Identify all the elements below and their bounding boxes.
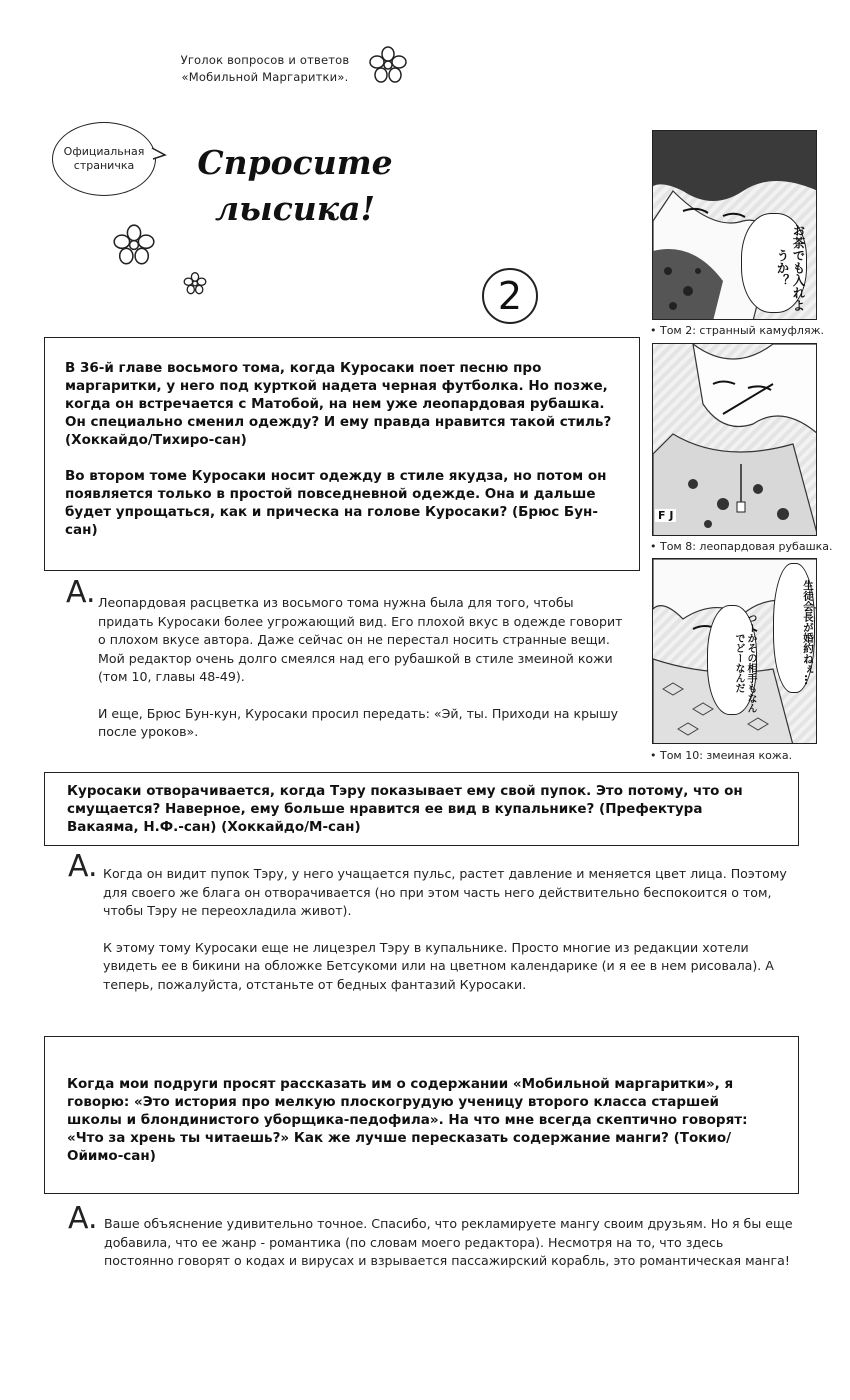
panel-caption: • Том 10: змеиная кожа.: [650, 749, 793, 762]
answer-text: К этому тому Куросаки еще не лицезрел Тэру в купальнике. Просто многие из редакции хотели увидеть ее в бикини на обложке Бетсукоми или на цветном календарике (и я ее в нем рисовала). А теперь, пожалуйста, отстаньте от бедных фантазий Куросаки.: [103, 939, 774, 992]
manga-panel-vol10: [652, 558, 817, 744]
corner-title: [170, 52, 360, 86]
corner-title-line2: «Мобильной Маргаритки».: [181, 70, 349, 84]
bubble-line1: Официальная: [63, 145, 145, 158]
bubble-line2: страничка: [73, 159, 135, 172]
question-box-1: [44, 337, 640, 571]
page-title: [190, 140, 400, 232]
official-page-bubble: [52, 122, 156, 196]
question-box-2: [44, 772, 799, 846]
speech-bubble: お茶でも入れようか？: [741, 213, 807, 313]
answer-text: И еще, Брюс Бун-кун, Куросаки просил передать: «Эй, ты. Приходи на крышу после уроков».: [98, 705, 619, 739]
speech-bubble: つーかその相手もなんでどーなんだ: [707, 605, 757, 715]
answer-label: A.: [68, 1201, 98, 1236]
question-text: Когда мои подруги просят рассказать им о содержании «Мобильной маргаритки», я говорю: «Это история про мелкую плоскогрудую ученицу второго класса старшей школы и блондинистого уборщика-педофила». На что мне всегда скептично говорят: «Что за хрень ты читаешь?» Как же лучше пересказать содержание манги? (Токио/Ойимо-сан): [67, 1076, 748, 1164]
flower-icon: [183, 272, 207, 295]
answer-block-1: [98, 594, 633, 742]
answer-text: Когда он видит пупок Тэру, у него учащается пульс, растет давление и меняется цвет лица. Поэтому для своего же блага он отворачивается (но при этом часть него действительно беспокоится о том, чтобы Тэру не переохладила живот).: [103, 866, 787, 918]
corner-title-line1: Уголок вопросов и ответов: [180, 53, 350, 67]
flower-icon: [112, 224, 156, 266]
answer-label: A.: [68, 849, 98, 884]
issue-number: 2: [482, 268, 538, 324]
bubble-tail: [151, 146, 167, 162]
manga-panel-vol8: [652, 343, 817, 536]
question-text: В 36-й главе восьмого тома, когда Куросаки поет песню про маргаритки, у него под курткой надета черная футболка. Но позже, когда он встречается с Матобой, на нем уже леопардовая рубашка. Он специально сменил одежду? И ему правда нравится такой стиль? (Хоккайдо/Тихиро-сан): [65, 360, 612, 448]
panel-caption: • Том 2: странный камуфляж.: [650, 324, 824, 337]
flower-icon: [368, 46, 408, 84]
title-line2: лысика!: [214, 189, 376, 228]
answer-text: Ваше объяснение удивительно точное. Спасибо, что рекламируете мангу своим друзьям. Но я бы еще добавила, что ее жанр - романтика (по словам моего редактора). Несмотря на то, что здесь постоянно говорят о кодах и вирусах и взрывается пассажирский корабль, это романтическая манга!: [104, 1216, 793, 1268]
speech-bubble: 生徒会長が婚約ねぇ…: [773, 563, 815, 693]
manga-panel-vol2: [652, 130, 817, 320]
answer-block-3: [104, 1215, 794, 1271]
title-line1: Спросите: [197, 143, 393, 182]
answer-text: Леопардовая расцветка из восьмого тома нужна была для того, чтобы придать Куросаки более угрожающий вид. Его плохой вкус в одежде говорит о плохом вкусе автора. Даже сейчас он не перестал носить странные вещи. Мой редактор очень долго смеялся над его рубашкой в стиле змеиной кожи (том 10, главы 48-49).: [98, 595, 623, 684]
question-text: Во втором томе Куросаки носит одежду в стиле якудза, но потом он появляется только в простой повседневной одежде. Она и дальше будет упрощаться, как и прическа на голове Куросаки? (Брюс Бун-сан): [65, 468, 607, 538]
question-text: Куросаки отворачивается, когда Тэру показывает ему свой пупок. Это потому, что он смущается? Наверное, ему больше нравится ее вид в купальнике? (Префектура Вакаяма, Н.Ф.-сан) (Хоккайдо/М-сан): [67, 783, 743, 835]
answer-label: A.: [66, 575, 96, 610]
answer-block-2: [103, 865, 795, 994]
question-box-3: [44, 1036, 799, 1194]
panel-sfx-text: F J: [655, 509, 676, 522]
character-illustration: [653, 344, 817, 536]
panel-caption: • Том 8: леопардовая рубашка.: [650, 540, 833, 553]
